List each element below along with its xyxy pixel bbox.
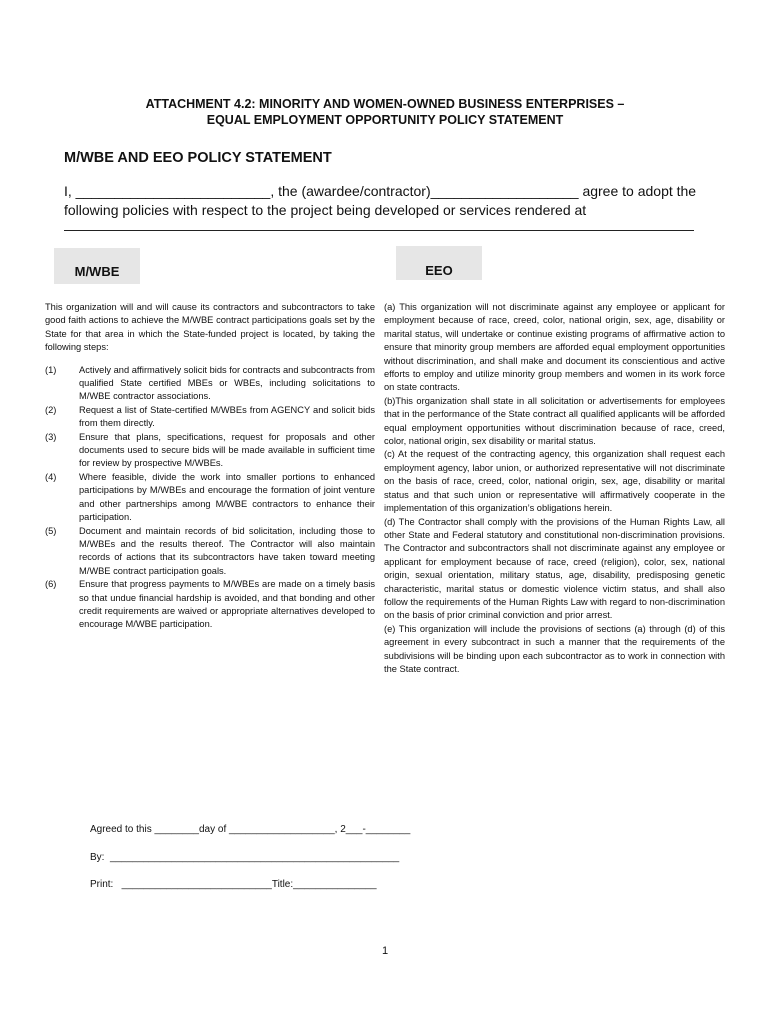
page-number: 1 bbox=[381, 945, 389, 957]
mwbe-column bbox=[45, 301, 375, 632]
list-item bbox=[45, 525, 375, 579]
intro-statement bbox=[64, 182, 704, 220]
eeo-tab-label: EEO bbox=[425, 263, 453, 278]
list-item bbox=[45, 364, 375, 404]
signature-by-field[interactable]: By: ____________________________________________________ bbox=[90, 852, 400, 863]
mwbe-tab-label: M/WBE bbox=[74, 264, 120, 279]
list-item bbox=[45, 578, 375, 632]
mwbe-tab bbox=[54, 248, 140, 284]
step-number: (1) bbox=[45, 364, 57, 375]
step-text: Ensure that progress payments to M/WBEs are made on a timely basis so that undue financial hardship is avoided, and that bonding and other credit requirements are waived or appropriate alternatives developed to encourage M/WBE participation. bbox=[79, 579, 375, 630]
step-text: Document and maintain records of bid solicitation, including those to M/WBEs and the results thereof. The Contractor will also maintain records of actions that its subcontractors have taken toward meeting M/WBE contract participation goals. bbox=[79, 525, 375, 576]
intro-line-2: following policies with respect to the project being developed or services rendered at bbox=[64, 202, 587, 218]
list-item bbox=[45, 431, 375, 471]
intro-line-1: I, _________________________, the (awardee/contractor)___________________ agree to adopt the bbox=[64, 183, 697, 199]
eeo-column bbox=[384, 301, 725, 676]
location-blank-line[interactable] bbox=[64, 230, 694, 231]
step-number: (6) bbox=[45, 579, 57, 590]
mwbe-intro: This organization will and will cause its contractors and subcontractors to take good faith actions to achieve the M/WBE contract participations goals set by the State for that area in which the State-funded project is located, by taking the following steps: bbox=[45, 302, 375, 353]
document-title-line1: ATTACHMENT 4.2: MINORITY AND WOMEN-OWNED BUSINESS ENTERPRISES – bbox=[145, 97, 625, 111]
mwbe-steps-list bbox=[45, 364, 375, 632]
policy-heading: M/WBE AND EEO POLICY STATEMENT bbox=[64, 150, 332, 166]
step-text: Actively and affirmatively solicit bids for contracts and subcontracts from qualified State certified MBEs or WBEs, including solicitations to M/WBE contractor associations. bbox=[79, 364, 375, 402]
eeo-tab bbox=[396, 246, 482, 280]
step-number: (2) bbox=[45, 404, 57, 415]
step-text: Where feasible, divide the work into smaller portions to enhanced participations by M/WBEs and encourage the formation of joint venture and other partnerships among M/WBE contractors to enhance their participation. bbox=[79, 471, 375, 523]
eeo-paragraph-d: (d) The Contractor shall comply with the provisions of the Human Rights Law, all other State and Federal statutory and constitutional non-discrimination provisions. The Contractor and subcontractors shall not discriminate against any employee or applicant for employment because of race, creed (religion), color, sex, national origin, sexual orientation, military status, age, disability, predisposing genetic characteristic, marital status or domestic violence victim status, and shall also follow the requirements of the Human Rights Law with regard to non-discrimination on the basis of prior criminal conviction and prior arrest. bbox=[384, 516, 725, 621]
eeo-paragraph-c: (c) At the request of the contracting agency, this organization shall request each employment agency, labor union, or authorized representative will not discriminate on the basis of race, creed, color, national origin, sex, age, disability or marital status and that such union or representative will affirmatively cooperate in the implementation of this organization’s obligations herein. bbox=[384, 449, 725, 514]
print-title-field[interactable]: Print: ___________________________Title:_______________ bbox=[90, 879, 377, 890]
step-text: Request a list of State-certified M/WBEs from AGENCY and solicit bids from them directly. bbox=[79, 404, 375, 429]
list-item bbox=[45, 471, 375, 525]
list-item bbox=[45, 404, 375, 431]
eeo-paragraph-a: (a) This organization will not discriminate against any employee or applicant for employment because of race, creed, color, national origin, sex, age, disability or marital status, will undertake or continue existing programs of affirmative action to ensure that minority group members are afforded equal employment opportunities without discrimination, and shall make and document its conscientious and active efforts to employ and utilize minority group members and women in its work force on state contracts. bbox=[384, 302, 725, 393]
agreed-date-field[interactable]: Agreed to this ________day of ___________________, 2___-________ bbox=[90, 824, 411, 835]
step-number: (5) bbox=[45, 525, 57, 536]
step-number: (3) bbox=[45, 431, 57, 442]
step-number: (4) bbox=[45, 471, 57, 482]
eeo-paragraph-b: (b)This organization shall state in all solicitation or advertisements for employees that in the performance of the State contract all qualified applicants will be afforded equal employment opportunities without discrimination because of race, creed, color, national origin, sex disability or marital status. bbox=[384, 395, 725, 447]
eeo-paragraph-e: (e) This organization will include the provisions of sections (a) through (d) of this agreement in every subcontract in such a manner that the requirements of the subdivisions will be binding upon each subcontractor as to work in connection with the State contract. bbox=[384, 623, 725, 674]
step-text: Ensure that plans, specifications, request for proposals and other documents used to secure bids will be made available in sufficient time for review by prospective M/WBEs. bbox=[79, 431, 375, 469]
document-title-line2: EQUAL EMPLOYMENT OPPORTUNITY POLICY STATEMENT bbox=[206, 113, 564, 127]
